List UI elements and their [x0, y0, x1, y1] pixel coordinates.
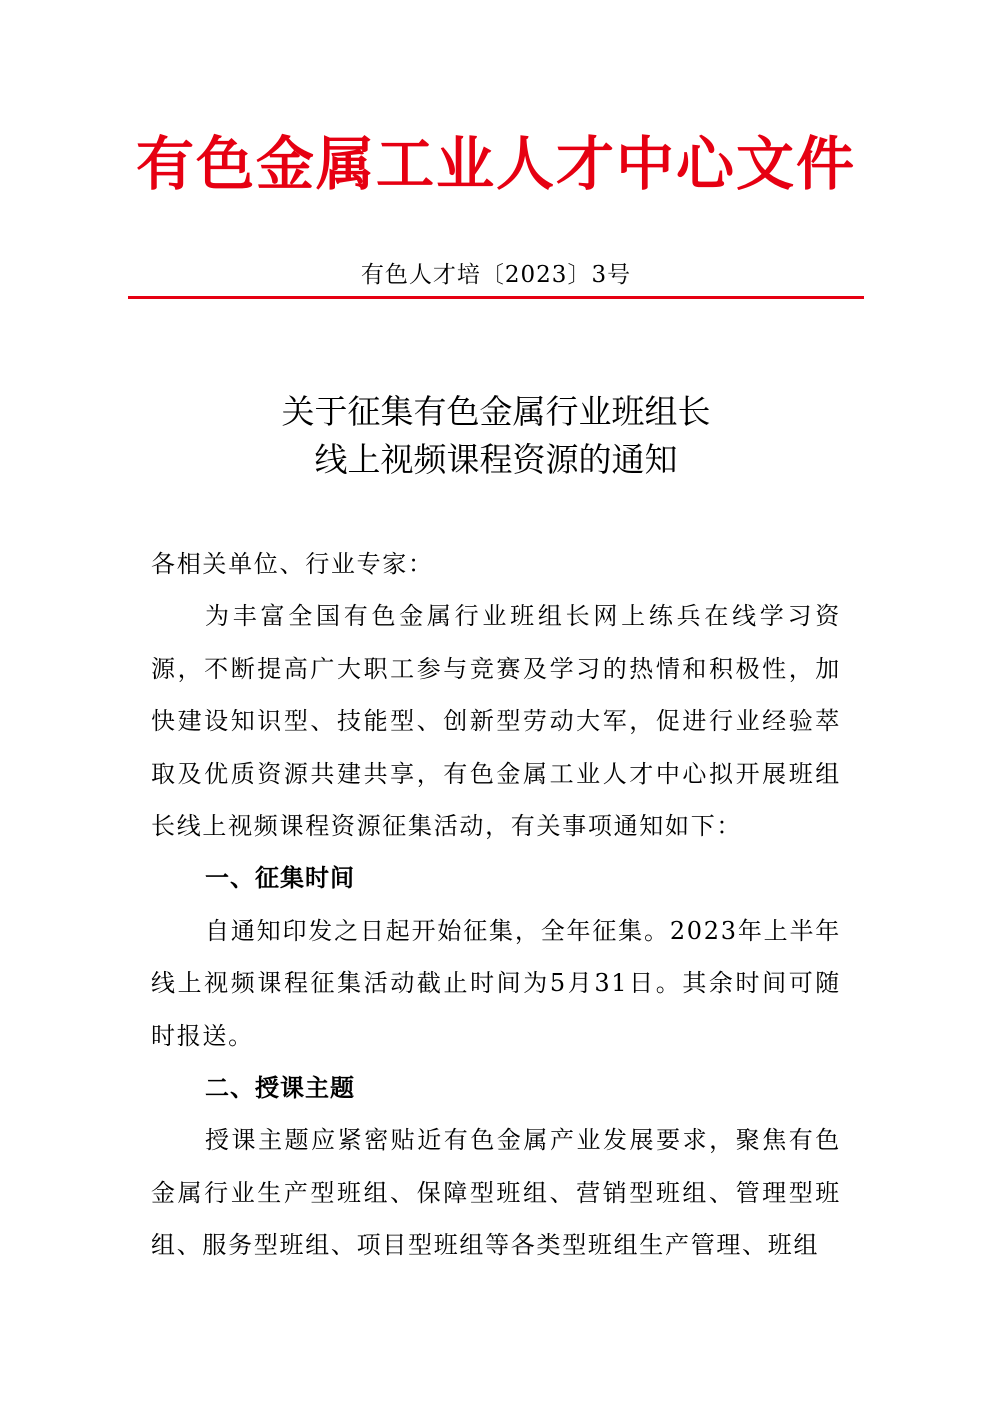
issuer-header-title: 有色金属工业人才中心文件	[135, 130, 856, 198]
notice-title-line-1: 关于征集有色金属行业班组长	[281, 392, 711, 431]
section-text-course-topics: 授课主题应紧密贴近有色金属产业发展要求，聚焦有色金属行业生产型班组、保障型班组、营销型班组、管理型班组、服务型班组、项目型班组等各类型班组生产管理、班组	[151, 1126, 841, 1260]
red-divider-line	[128, 296, 864, 299]
notice-title	[0, 388, 992, 484]
section-heading-course-topics: 二、授课主题	[205, 1074, 355, 1103]
notice-title-line-2: 线上视频课程资源的通知	[314, 440, 678, 479]
section-text-collection-time: 自通知印发之日起开始征集，全年征集。2023年上半年线上视频课程征集活动截止时间为5月31日。其余时间可随时报送。	[151, 916, 841, 1050]
document-number: 有色人才培〔2023〕3号	[360, 262, 632, 288]
section-heading-collection-time: 一、征集时间	[205, 864, 355, 893]
salutation: 各相关单位、行业专家：	[151, 550, 434, 578]
intro-paragraph: 为丰富全国有色金属行业班组长网上练兵在线学习资源，不断提高广大职工参与竞赛及学习的热情和积极性，加快建设知识型、技能型、创新型劳动大军，促进行业经验萃取及优质资源共建共享，有色金属工业人才中心拟开展班组长线上视频课程资源征集活动，有关事项通知如下：	[151, 602, 841, 841]
notice-body	[151, 538, 841, 1272]
